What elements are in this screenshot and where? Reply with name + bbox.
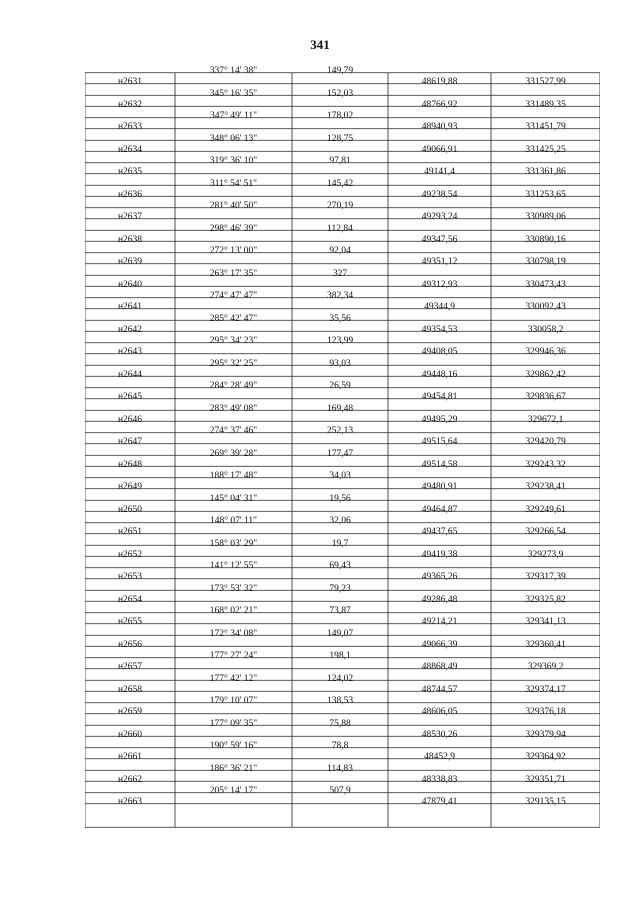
coordinate-y: 329672,1 (527, 414, 564, 425)
direction-angle: 177° 42' 12" (209, 673, 258, 684)
direction-angle: 283° 49' 08" (209, 403, 258, 414)
coordinate-x: 48940,93 (421, 122, 458, 132)
distance: 123,99 (326, 336, 354, 346)
direction-angle: 284° 28' 49" (209, 381, 258, 391)
table-row (85, 785, 600, 808)
direction-angle: 177° 09' 35" (209, 718, 258, 729)
direction-angle: 319° 36' 10" (209, 156, 258, 166)
coordinate-y: 330058,2 (527, 324, 564, 335)
coordinate-y: 329360,41 (525, 639, 566, 650)
coordinate-x: 49480,91 (421, 482, 458, 492)
distance: 507,9 (329, 786, 351, 796)
coordinate-y: 329836,67 (525, 392, 566, 402)
direction-angle: 148° 07' 11" (209, 516, 258, 526)
point-name: н2660 (117, 729, 143, 740)
table-row (85, 88, 600, 111)
coordinate-y: 331361,86 (525, 167, 566, 177)
direction-angle: 274° 47' 47" (209, 291, 258, 301)
coordinate-x: 49454,81 (421, 392, 458, 402)
point-name: н2631 (117, 77, 143, 87)
coordinate-y: 331425,25 (525, 144, 566, 155)
table-row (85, 740, 600, 763)
coordinate-y: 329946,36 (525, 347, 566, 357)
direction-angle: 168° 02' 21" (209, 606, 258, 616)
direction-angle: 179° 10' 07" (209, 696, 258, 706)
distance: 124,02 (326, 673, 354, 684)
table-row (85, 448, 600, 471)
direction-angle: 190° 59' 16" (209, 741, 258, 751)
distance: 252,13 (326, 426, 354, 436)
direction-angle: 295° 34' 23" (209, 336, 258, 346)
table-row (85, 380, 600, 403)
direction-angle: 263° 17' 35" (209, 268, 258, 279)
table-row (85, 560, 600, 583)
table-row (85, 268, 600, 291)
distance: 198,1 (329, 651, 351, 661)
table-row (85, 605, 600, 628)
point-name: н2634 (117, 144, 143, 155)
table-row (85, 178, 600, 201)
point-name: н2662 (117, 774, 143, 785)
coordinate-x: 48338,83 (421, 774, 458, 785)
table-row (85, 110, 600, 133)
distance: 152,03 (326, 88, 354, 99)
direction-angle: 285° 42' 47" (209, 313, 258, 324)
point-name: н2651 (117, 527, 143, 537)
distance: 92,04 (329, 246, 351, 256)
distance: 69,43 (329, 561, 351, 571)
direction-angle: 311° 54' 51" (209, 178, 258, 189)
coordinate-y: 329376,18 (525, 707, 566, 717)
coordinate-x: 49312,93 (421, 279, 458, 290)
coordinate-y: 329862,42 (525, 369, 566, 380)
coordinate-x: 49354,53 (421, 324, 458, 335)
coordinate-y: 329325,82 (525, 594, 566, 605)
coordinate-y: 329243,32 (525, 459, 566, 470)
direction-angle: 172° 34' 08" (209, 628, 258, 639)
direction-angle: 158° 03' 29" (209, 538, 258, 549)
direction-angle: 205° 14' 17" (209, 786, 258, 796)
table-row (85, 538, 600, 561)
point-name: н2653 (117, 572, 143, 582)
coordinate-x: 48530,26 (421, 729, 458, 740)
coordinate-y: 329351,71 (525, 774, 566, 785)
distance: 169,48 (326, 403, 354, 414)
distance: 79,23 (329, 583, 351, 594)
coordinate-y: 330798,19 (525, 257, 566, 267)
point-name: н2635 (117, 167, 143, 177)
direction-angle: 281° 40' 50" (209, 201, 258, 211)
table-row (85, 245, 600, 268)
direction-angle: 177° 27' 24" (209, 651, 258, 661)
distance: 138,53 (326, 696, 354, 706)
coordinate-x: 49515,64 (421, 437, 458, 447)
distance: 34,03 (329, 471, 351, 481)
coordinate-x: 48868,49 (421, 662, 458, 672)
coordinate-x: 49066,91 (421, 144, 458, 155)
coordinate-y: 331253,65 (525, 189, 566, 200)
coordinate-y: 329379,94 (525, 729, 566, 740)
point-name: н2642 (117, 324, 143, 335)
table-row (85, 358, 600, 381)
distance: 97,81 (329, 156, 351, 166)
point-name: н2636 (117, 189, 143, 200)
coordinate-y: 329273,9 (527, 549, 564, 560)
direction-angle: 348° 06' 13" (209, 133, 258, 144)
point-name: н2654 (117, 594, 143, 605)
distance: 73,87 (329, 606, 351, 616)
coordinate-y: 330092,43 (525, 302, 566, 312)
point-name: н2663 (117, 797, 143, 807)
coordinate-x: 49448,16 (421, 369, 458, 380)
coordinate-x: 49351,12 (421, 257, 458, 267)
coordinate-y: 329249,61 (525, 504, 566, 515)
direction-angle: 173° 53' 32" (209, 583, 258, 594)
coordinate-y: 331489,35 (525, 99, 566, 110)
distance: 177,47 (326, 448, 354, 459)
distance: 112,84 (327, 223, 353, 234)
coordinate-y: 330989,06 (525, 212, 566, 222)
coordinate-y: 330473,43 (525, 279, 566, 290)
coordinate-x: 48606,05 (421, 707, 458, 717)
distance: 19,7 (331, 538, 349, 549)
coordinate-x: 49347,56 (421, 234, 458, 245)
point-name: н2656 (117, 639, 143, 650)
coordinate-x: 48744,57 (421, 684, 458, 695)
coordinate-x: 49408,05 (421, 347, 458, 357)
direction-angle: 345° 16' 35" (209, 88, 258, 99)
distance: 93,03 (329, 358, 351, 369)
coordinate-y: 329341,13 (525, 617, 566, 627)
table-row (85, 515, 600, 538)
distance: 270,19 (326, 201, 354, 211)
point-name: н2645 (117, 392, 143, 402)
direction-angle: 269° 39' 28" (209, 448, 258, 459)
coordinate-x: 49419,38 (421, 549, 458, 560)
coordinate-x: 49437,65 (421, 527, 458, 537)
coordinate-y: 329135,15 (525, 797, 566, 807)
point-name: н2640 (117, 279, 143, 290)
table-row (85, 493, 600, 516)
direction-angle: 347° 49' 11" (209, 111, 258, 121)
coordinate-x: 49514,58 (421, 459, 458, 470)
point-name: н2652 (117, 549, 143, 560)
distance: 75,88 (329, 718, 351, 729)
point-name: н2643 (117, 347, 143, 357)
point-name: н2638 (117, 234, 143, 245)
distance: 145,42 (326, 178, 354, 189)
table-row (85, 650, 600, 673)
coordinate-x: 49286,48 (421, 594, 458, 605)
coordinate-x: 49495,29 (421, 414, 458, 425)
coordinate-y: 331451,79 (525, 122, 566, 132)
table-row (85, 290, 600, 313)
coordinate-y: 329364,92 (525, 752, 566, 762)
table-row (85, 718, 600, 741)
point-name: н2648 (117, 459, 143, 470)
distance: 149,07 (326, 628, 354, 639)
direction-angle: 295° 32' 25" (209, 358, 258, 369)
table-row (85, 223, 600, 246)
point-name: н2649 (117, 482, 143, 492)
table-row (85, 695, 600, 718)
direction-angle: 272° 13' 00" (209, 246, 258, 256)
table-row (85, 470, 600, 493)
point-name: н2639 (117, 257, 143, 267)
coordinate-x: 48452,9 (424, 752, 455, 762)
point-name: н2637 (117, 212, 143, 222)
distance: 149,79 (326, 66, 354, 76)
distance: 114,83 (327, 763, 353, 774)
coordinate-y: 331527,99 (525, 77, 566, 87)
point-name: н2661 (117, 752, 143, 762)
coordinate-x: 49214,21 (421, 617, 458, 627)
coordinate-x: 47879,41 (421, 797, 458, 807)
point-name: н2647 (117, 437, 143, 447)
table-row (85, 403, 600, 426)
page-number: 341 (310, 37, 330, 52)
distance: 26,59 (329, 381, 351, 391)
point-name: н2659 (117, 707, 143, 717)
direction-angle: 298° 46' 39" (209, 223, 258, 234)
table-row (85, 425, 600, 448)
point-name: н2632 (117, 99, 143, 110)
coordinate-y: 329238,41 (525, 482, 566, 492)
point-name: н2657 (117, 662, 143, 672)
distance: 35,56 (329, 313, 351, 324)
coordinate-x: 49365,26 (421, 572, 458, 582)
coordinate-y: 329317,39 (525, 572, 566, 582)
coordinate-y: 329374,17 (525, 684, 566, 695)
coordinate-x: 49066,39 (421, 639, 458, 650)
table-row (85, 155, 600, 178)
table-row (85, 133, 600, 156)
coordinate-x: 49344,9 (424, 302, 455, 312)
table-row (85, 583, 600, 606)
table-row (85, 335, 600, 358)
coordinate-x: 48619,88 (421, 77, 458, 87)
coordinate-y: 329369,2 (527, 662, 564, 672)
table-row (85, 763, 600, 786)
point-name: н2658 (117, 684, 143, 695)
direction-angle: 274° 37' 46" (209, 426, 258, 436)
coordinate-y: 330890,16 (525, 234, 566, 245)
coordinate-y: 329420,79 (525, 437, 566, 447)
direction-angle: 337° 14' 38" (209, 66, 258, 76)
direction-angle: 141° 12' 55" (209, 561, 258, 571)
coordinate-x: 49141,4 (424, 167, 455, 177)
distance: 382,34 (326, 291, 354, 301)
coordinate-x: 49293,24 (421, 212, 458, 222)
table-row (85, 200, 600, 223)
table-row (85, 628, 600, 651)
table-row (85, 673, 600, 696)
direction-angle: 188° 17' 48" (209, 471, 258, 481)
point-name: н2646 (117, 414, 143, 425)
distance: 19,56 (329, 493, 351, 504)
coordinate-x: 48766,92 (421, 99, 458, 110)
coordinate-x: 49238,54 (421, 189, 458, 200)
distance: 32,06 (329, 516, 351, 526)
table-row (85, 65, 600, 88)
distance: 128,75 (326, 133, 354, 144)
point-name: н2650 (117, 504, 143, 515)
coordinates-table (85, 65, 600, 808)
distance: 78,8 (331, 741, 349, 751)
point-name: н2633 (117, 122, 143, 132)
distance: 178,02 (326, 111, 354, 121)
direction-angle: 186° 36' 21" (209, 763, 258, 774)
point-name: н2644 (117, 369, 143, 380)
table-row (85, 313, 600, 336)
point-name: н2641 (117, 302, 143, 312)
coordinate-x: 49464,87 (421, 504, 458, 515)
distance: 327 (332, 268, 348, 279)
coordinate-y: 329266,54 (525, 527, 566, 537)
point-name: н2655 (117, 617, 143, 627)
direction-angle: 145° 04' 31" (209, 493, 258, 504)
